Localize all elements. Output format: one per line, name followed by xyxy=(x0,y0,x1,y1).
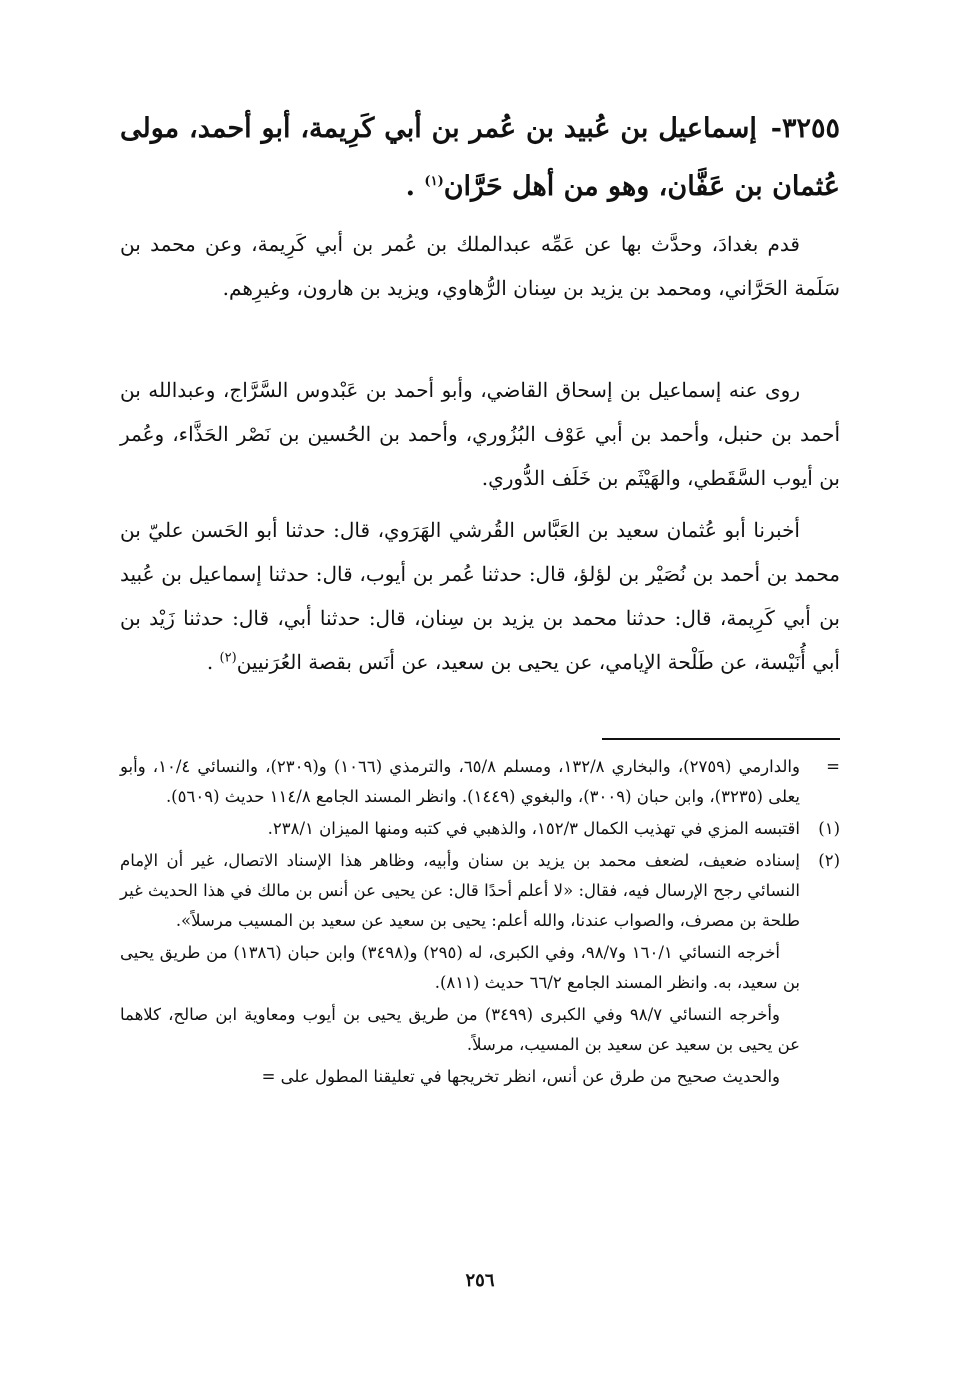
footnote-2-paragraph-3: وأخرجه النسائي ٩٨/٧ وفي الكبرى (٣٤٩٩) من طريق يحيى بن أيوب ومعاوية ابن صالح، كلاهما عن يحيى بن سعيد عن سعيد بن المسيب، مرسلاً. xyxy=(120,1005,800,1054)
footnote-ref-2[interactable]: (٢) xyxy=(219,650,237,666)
paragraph-students: روى عنه إسماعيل بن إسحاق القاضي، وأبو أحمد بن عَبْدوس السَّرَّاج، وعبدالله بن أحمد بن حنبل، وأحمد بن أبي عَوْف البُزُوري، وأحمد بن الحُسين بن نَصْر الحَذَّاء، وعُمر بن أيوب السَّقَطي، والهَيْثَم بن خَلَف الدُّوري. xyxy=(120,378,840,490)
entry-number: ٣٢٥٥- xyxy=(770,113,840,144)
paragraph-teachers: قدم بغدادَ، وحدَّث بها عن عَمِّه عبدالملك بن عُمر بن أبي كَرِيمة، وعن محمد بن سَلَمة الحَرَّاني، ومحمد بن يزيد بن سِنان الرُّهاوي، ويزيد بن هارون، وغيرِهم. xyxy=(120,232,840,300)
hadith-end: . xyxy=(206,650,214,674)
footnotes-section xyxy=(120,752,840,1094)
entry-title: إسماعيل بن عُبيد بن عُمر بن أبي كَرِيمة، أبو أحمد، مولى عُثمان بن عَفَّان، وهو من أهل حَرَّان xyxy=(120,113,840,202)
continuation-mark: = xyxy=(826,757,840,776)
footnote-separator xyxy=(602,738,840,740)
footnote-ref-1[interactable]: (١) xyxy=(424,174,444,189)
book-page xyxy=(120,0,840,1398)
entry-heading xyxy=(120,100,840,216)
footnote-1-text: اقتبسه المزي في تهذيب الكمال ١٥٢/٣، والذهبي في كتبه ومنها الميزان ٢٣٨/١. xyxy=(267,819,800,838)
footnote-1-mark: (١) xyxy=(818,819,840,838)
footnote-2 xyxy=(120,846,840,936)
footnote-2-paragraph-2: أخرجه النسائي ١٦٠/١ و٩٨/٧، وفي الكبرى، له (٢٩٥) و(٣٤٩٨) وابن حبان (١٣٨٦) من طريق يحيى بن سعيد، به. وانظر المسند الجامع ٦٦/٢ حديث (٨١١). xyxy=(120,943,800,992)
footnote-continuation xyxy=(120,752,840,812)
footnote-2-mark: (٢) xyxy=(818,851,840,870)
continuation-text: والدارمي (٢٧٥٩)، والبخاري ١٣٢/٨، ومسلم ٦٥/٨، والترمذي (١٠٦٦) و(٢٣٠٩)، والنسائي ١٠/٤، وأبو يعلى (٣٢٣٥)، وابن حبان (٣٠٠٩)، والبغوي (١٤٤٩). وانظر المسند الجامع ١١٤/٨ حديث (٥٦٠٩). xyxy=(120,757,800,806)
entry-title-end: . xyxy=(405,171,416,202)
hadith-text: أخبرنا أبو عُثمان سعيد بن العَبَّاس القُرشي الهَرَوي، قال: حدثنا أبو الحَسن عليّ بن محمد بن أحمد بن نُصَيْر بن لؤلؤ، قال: حدثنا عُمر بن أيوب، قال: حدثنا إسماعيل بن عُبيد بن أبي كَرِيمة، قال: حدثنا محمد بن يزيد بن سِنان، قال: حدثنا أبي، قال: حدثنا زَيْد بن أبي أُنَيْسة، عن طَلْحة الإيامي، عن يحيى بن سعيد، عن أنَس بقصة العُرَنيين xyxy=(120,518,840,674)
footnote-2-paragraph-4: والحديث صحيح من طرق عن أنس، انظر تخريجها في تعليقنا المطول على = xyxy=(261,1067,780,1086)
paragraph-hadith xyxy=(120,508,840,684)
footnote-2-text: إسناده ضعيف، لضعف محمد بن يزيد بن سنان وأبيه، وظاهر هذا الإسناد الاتصال، غير أن الإمام النسائي رجح الإرسال فيه، فقال: «لا أعلم أحدًا قال: عن يحيى عن أنس بن مالك في هذا الحديث غير طلحة بن مصرف، والصواب عندنا، والله أعلم: يحيى بن سعيد عن سعيد بن المسيب مرسلاً». xyxy=(120,851,800,930)
page-number: ٢٥٦ xyxy=(465,1270,495,1291)
footnote-1 xyxy=(120,814,840,844)
